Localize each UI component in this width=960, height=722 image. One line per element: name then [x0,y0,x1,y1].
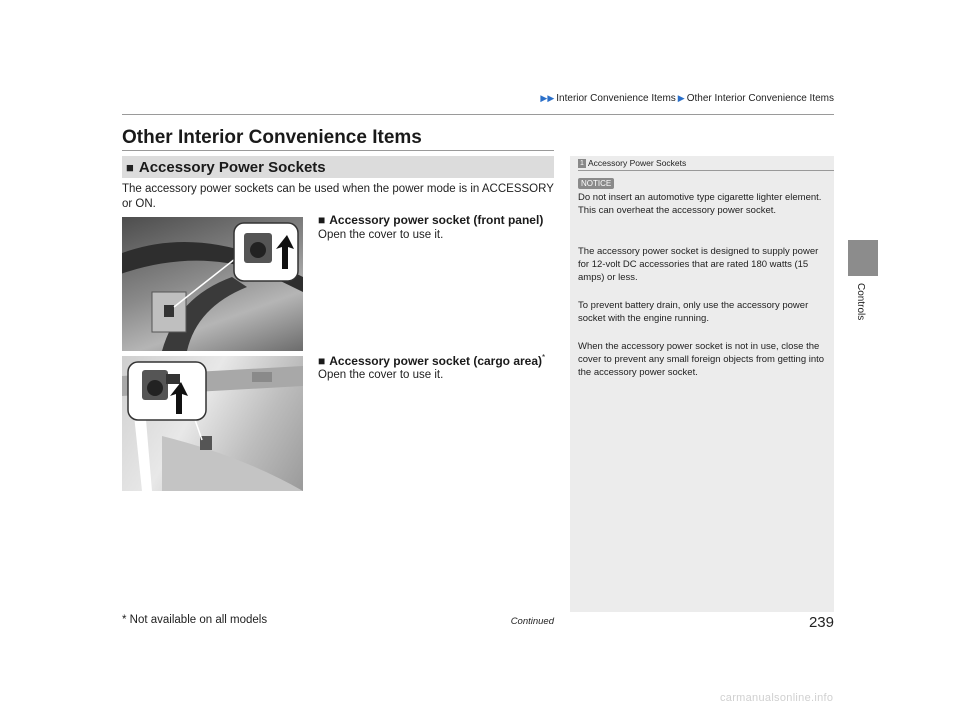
breadcrumb-item[interactable]: Interior Convenience Items [556,93,676,104]
side-note-paragraph: The accessory power socket is designed to supply power for 12-volt DC accessories that are rated 180 watts (15 amps) or less. [578,246,819,283]
triangle-right-icon: ▶ [677,93,685,103]
item-text: Open the cover to use it. [318,369,444,381]
notice-badge: NOTICE [578,178,614,189]
side-note-panel [570,156,834,612]
cargo-area-socket-photo [122,356,303,491]
chapter-label: Controls [855,283,866,321]
title-divider [122,150,554,151]
section-intro: The accessory power sockets can be used when the power mode is in ACCESSORY or ON. [122,183,554,210]
black-square-icon: ■ [126,159,134,175]
triangle-right-icon: ▶▶ [540,93,555,103]
page-number: 239 [808,614,834,631]
chapter-tab[interactable] [848,240,878,276]
item-heading: ■ Accessory power socket (cargo area)* [318,353,546,368]
breadcrumb [0,93,834,104]
reference-number-badge: 1 [578,159,586,168]
side-note-paragraph: To prevent battery drain, only use the accessory power socket with the engine running. [578,300,809,324]
item-text: Open the cover to use it. [318,229,444,241]
watermark: carmanualsonline.info [720,692,834,704]
side-note-divider [578,170,834,171]
side-note-paragraph: When the accessory power socket is not in use, close the cover to prevent any small foreign objects from getting into the accessory power socket. [578,341,825,378]
section-header [122,156,554,178]
black-square-icon: ■ [318,213,326,227]
section-heading: Accessory Power Sockets [138,158,326,176]
footnote: * Not available on all models [122,614,268,626]
footnote-marker[interactable]: * [542,353,546,362]
continued-label: Continued [510,616,554,627]
side-note-paragraph: Do not insert an automotive type cigarette lighter element. This can overheat the accessory power socket. [578,192,822,216]
front-panel-socket-photo [122,217,303,351]
side-note-title: 1 Accessory Power Sockets [578,158,686,168]
header-divider [122,114,834,115]
page-title: Other Interior Convenience Items [122,127,422,148]
black-square-icon: ■ [318,354,326,368]
breadcrumb-item[interactable]: Other Interior Convenience Items [686,93,834,104]
item-heading: ■ Accessory power socket (front panel) [318,213,544,227]
